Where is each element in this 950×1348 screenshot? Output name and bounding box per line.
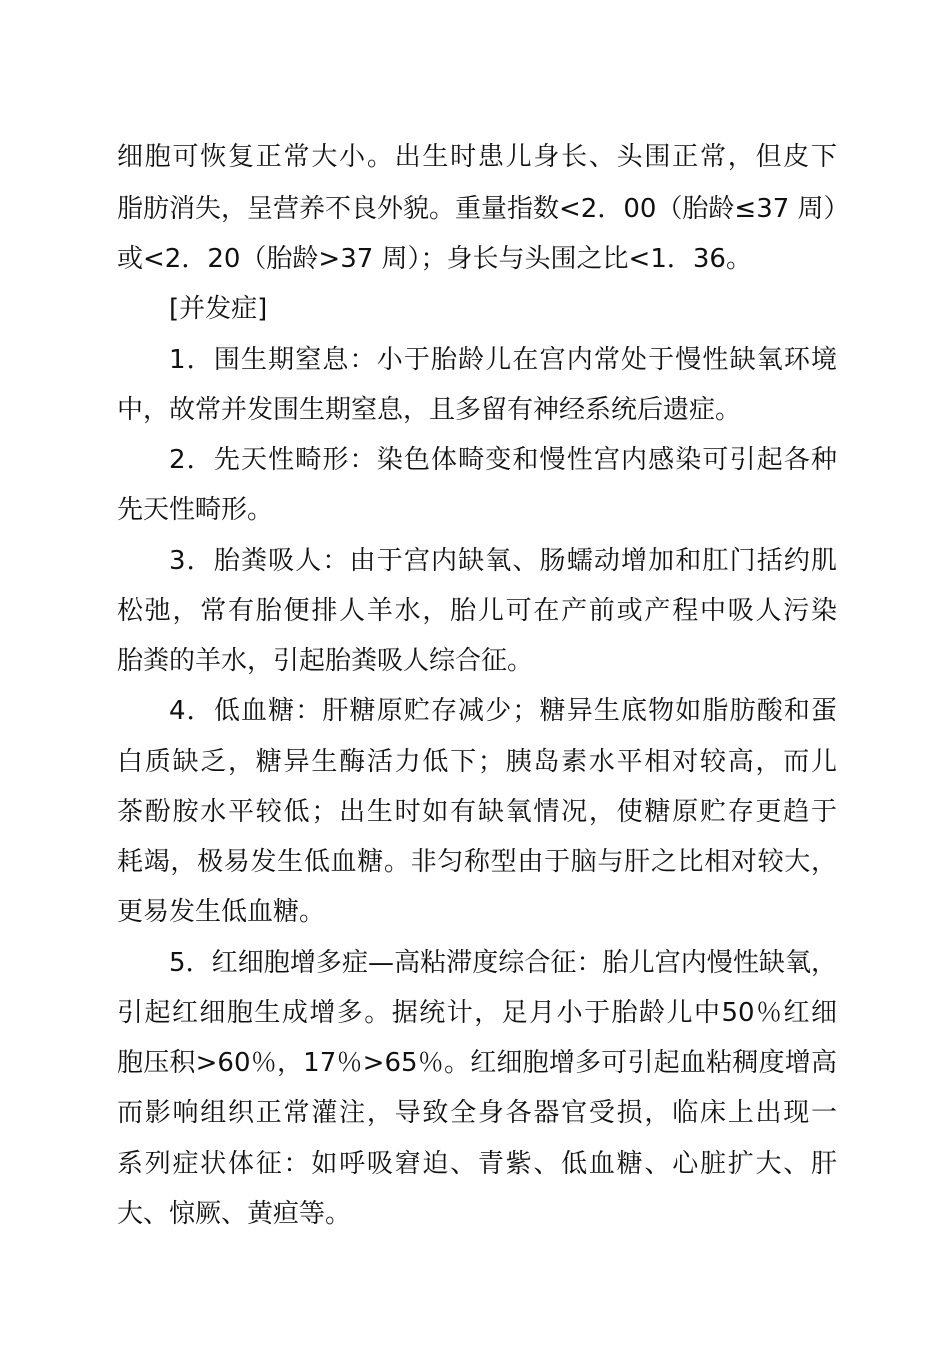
text-line: 胞压积>60％，17％>65％。红细胞增多可引起血粘稠度增高 (117, 1048, 837, 1078)
text-line: 中，故常并发围生期窒息，且多留有神经系统后遗症。 (117, 395, 742, 425)
text-line: 而影响组织正常灌注，导致全身各器官受损，临床上出现一 (117, 1098, 837, 1128)
text-line: 胎粪的羊水，引起胎粪吸人综合征。 (117, 646, 534, 676)
text-line: 松弛，常有胎便排人羊水，胎儿可在产前或产程中吸人污染 (117, 596, 837, 626)
section-heading: [并发症] (169, 294, 268, 324)
text-line: 先天性畸形。 (117, 495, 274, 525)
text-line: 2．先天性畸形：染色体畸变和慢性宫内感染可引起各种 (169, 445, 837, 475)
text-line: 茶酚胺水平较低；出生时如有缺氧情况，使糖原贮存更趋于 (117, 797, 837, 827)
text-line: 5．红细胞增多症—高粘滞度综合征：胎儿宫内慢性缺氧， (169, 948, 837, 978)
text-line: 3．胎粪吸人：由于宫内缺氧、肠蠕动增加和肛门括约肌 (169, 546, 837, 576)
text-line: 引起红细胞生成增多。据统计，足月小于胎龄儿中50％红细 (117, 998, 837, 1028)
text-line: 脂肪消失，呈营养不良外貌。重量指数<2．00（胎龄≤37 周） (117, 194, 850, 224)
text-line: 1．围生期窒息：小于胎龄儿在宫内常处于慢性缺氧环境 (169, 345, 837, 375)
text-line: 细胞可恢复正常大小。出生时患儿身长、头围正常，但皮下 (117, 142, 837, 172)
text-line: 4．低血糖：肝糖原贮存减少；糖异生底物如脂肪酸和蛋 (169, 696, 837, 726)
text-line: 大、惊厥、黄疸等。 (117, 1199, 352, 1229)
text-line: 耗竭，极易发生低血糖。非匀称型由于脑与肝之比相对较大， (117, 847, 837, 877)
text-line: 更易发生低血糖。 (117, 897, 326, 927)
text-line: 白质缺乏，糖异生酶活力低下；胰岛素水平相对较高，而儿 (117, 747, 837, 777)
text-line: 或<2．20（胎龄>37 周）；身长与头围之比<1．36。 (117, 244, 752, 274)
text-line: 系列症状体征：如呼吸窘迫、青紫、低血糖、心脏扩大、肝 (117, 1149, 837, 1179)
